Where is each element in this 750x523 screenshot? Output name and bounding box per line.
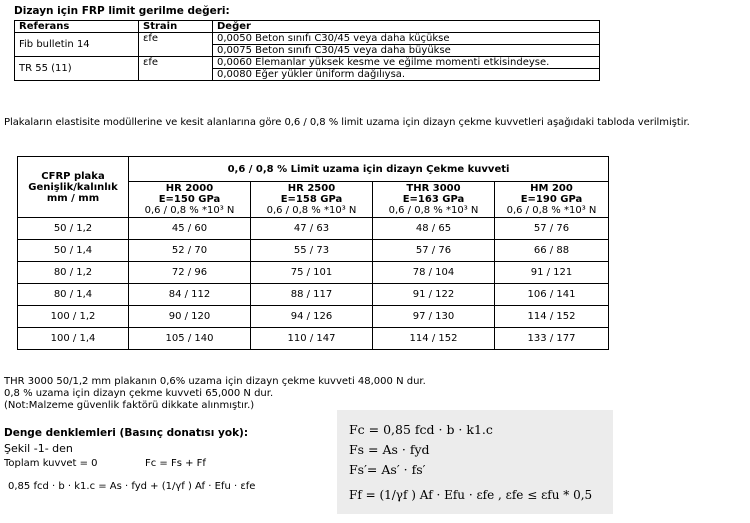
table-row — [15, 33, 600, 45]
table-row — [18, 284, 609, 306]
column-modulus: E=190 GPa — [520, 194, 583, 205]
value-cell: 66 / 88 — [495, 240, 609, 262]
size-cell: 80 / 1,4 — [18, 284, 129, 306]
table-row — [18, 328, 609, 350]
table-row — [18, 240, 609, 262]
column-header-referans: Referans — [15, 21, 139, 33]
corner-header-line: Genişlik/kalınlık — [28, 181, 118, 193]
column-modulus: E=150 GPa — [158, 194, 221, 205]
column-unit: 0,6 / 0,8 % *10³ N — [506, 205, 597, 216]
intro-paragraph: Plakaların elastisite modüllerine ve kesit alanlarına göre 0,6 / 0,8 % limit uzama için dizayn çekme kuvvetleri aşağıdaki tabloda verilmiştir. — [4, 117, 690, 128]
column-name: THR 3000 — [406, 183, 461, 194]
value-cell: 57 / 76 — [373, 240, 495, 262]
note-line: (Not:Malzeme güvenlik faktörü dikkate alınmıştır.) — [4, 400, 255, 411]
column-name: HR 2000 — [165, 183, 214, 194]
frp-limit-heading: Dizayn için FRP limit gerilme değeri: — [14, 5, 230, 17]
formula-line: Ff = (1/γf ) Af · Efu · εfe , εfe ≤ εfu * 0,5 — [349, 488, 593, 502]
column-modulus: E=163 GPa — [402, 194, 465, 205]
column-header-deger: Değer — [213, 21, 600, 33]
value-cell: 0,0080 Eğer yükler üniform dağılıysa. — [213, 69, 600, 81]
value-cell: 106 / 141 — [495, 284, 609, 306]
note-line: 0,8 % uzama için dizayn çekme kuvveti 65,000 N dur. — [4, 388, 274, 399]
strain-cell: εfe — [139, 57, 213, 81]
formula-line: Fc = 0,85 fcd · b · k1.c — [349, 422, 493, 437]
size-cell: 100 / 1,2 — [18, 306, 129, 328]
total-force-equation: Fc = Fs + Ff — [145, 458, 206, 469]
column-unit: 0,6 / 0,8 % *10³ N — [144, 205, 235, 216]
value-cell: 114 / 152 — [495, 306, 609, 328]
column-unit: 0,6 / 0,8 % *10³ N — [266, 205, 357, 216]
design-force-table — [17, 156, 609, 350]
note-line: THR 3000 50/1,2 mm plakanın 0,6% uzama için dizayn çekme kuvveti 48,000 N dur. — [4, 376, 426, 387]
value-cell: 47 / 63 — [251, 218, 373, 240]
column-header — [129, 182, 251, 218]
formula-panel — [337, 410, 613, 514]
table-row — [18, 262, 609, 284]
column-header — [373, 182, 495, 218]
formula-line: Fs = As · fyd — [349, 442, 430, 457]
value-cell: 57 / 76 — [495, 218, 609, 240]
value-cell: 72 / 96 — [129, 262, 251, 284]
value-cell: 114 / 152 — [373, 328, 495, 350]
value-cell: 75 / 101 — [251, 262, 373, 284]
column-header — [495, 182, 609, 218]
column-name: HR 2500 — [287, 183, 336, 194]
value-cell: 88 / 117 — [251, 284, 373, 306]
column-unit: 0,6 / 0,8 % *10³ N — [388, 205, 479, 216]
size-cell: 100 / 1,4 — [18, 328, 129, 350]
group-header: 0,6 / 0,8 % Limit uzama için dizayn Çekme kuvveti — [129, 157, 609, 182]
value-cell: 90 / 120 — [129, 306, 251, 328]
value-cell: 78 / 104 — [373, 262, 495, 284]
table-row — [18, 218, 609, 240]
value-cell: 133 / 177 — [495, 328, 609, 350]
equilibrium-heading: Denge denklemleri (Basınç donatısı yok): — [4, 427, 249, 439]
value-cell: 45 / 60 — [129, 218, 251, 240]
column-header — [251, 182, 373, 218]
value-cell: 110 / 147 — [251, 328, 373, 350]
size-cell: 50 / 1,2 — [18, 218, 129, 240]
formula-line: Fs′= As′ · fs′ — [349, 462, 426, 477]
frp-limit-table — [14, 20, 600, 81]
table-row — [18, 306, 609, 328]
table-header-row — [15, 21, 600, 33]
strain-cell: εfe — [139, 33, 213, 57]
column-name: HM 200 — [530, 183, 573, 194]
value-cell: 0,0075 Beton sınıfı C30/45 veya daha büyükse — [213, 45, 600, 57]
value-cell: 91 / 122 — [373, 284, 495, 306]
total-force-label: Toplam kuvvet = 0 — [4, 458, 98, 469]
value-cell: 55 / 73 — [251, 240, 373, 262]
value-cell: 84 / 112 — [129, 284, 251, 306]
corner-header-line: mm / mm — [46, 192, 100, 204]
value-cell: 94 / 126 — [251, 306, 373, 328]
value-cell: 105 / 140 — [129, 328, 251, 350]
corner-header — [18, 157, 129, 218]
column-header-strain: Strain — [139, 21, 213, 33]
value-cell: 0,0050 Beton sınıfı C30/45 veya daha küçükse — [213, 33, 600, 45]
column-modulus: E=158 GPa — [280, 194, 343, 205]
value-cell: 91 / 121 — [495, 262, 609, 284]
figure-reference: Şekil -1- den — [4, 442, 73, 455]
balance-equation: 0,85 fcd · b · k1.c = As · fyd + (1/γf ) Af · Efu · εfe — [8, 481, 256, 492]
size-cell: 80 / 1,2 — [18, 262, 129, 284]
reference-cell: Fib bulletin 14 — [15, 33, 139, 57]
table-row — [15, 57, 600, 69]
reference-cell: TR 55 (11) — [15, 57, 139, 81]
size-cell: 50 / 1,4 — [18, 240, 129, 262]
value-cell: 0,0060 Elemanlar yüksek kesme ve eğilme momenti etkisindeyse. — [213, 57, 600, 69]
corner-header-line: CFRP plaka — [41, 170, 105, 182]
value-cell: 97 / 130 — [373, 306, 495, 328]
value-cell: 48 / 65 — [373, 218, 495, 240]
notes-block — [4, 376, 426, 412]
table-header-row — [18, 157, 609, 182]
value-cell: 52 / 70 — [129, 240, 251, 262]
